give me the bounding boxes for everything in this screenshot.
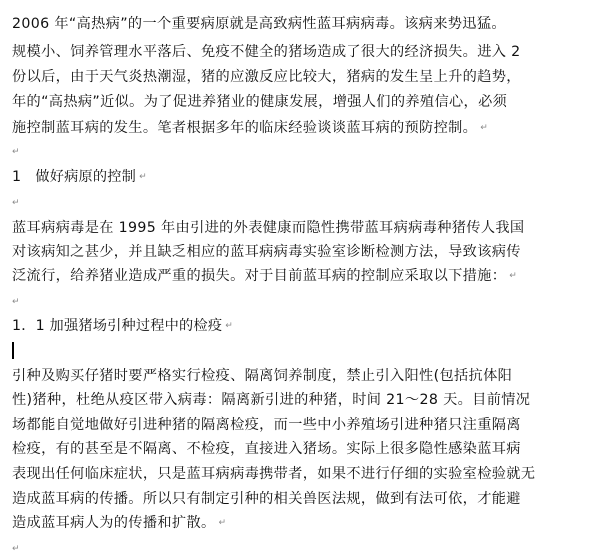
section-heading-text: 1 做好病原的控制: [12, 169, 137, 185]
body-line: [12, 266, 517, 288]
body-line: [12, 366, 512, 388]
body-line: [12, 464, 535, 486]
body-line-text: 场都能自觉地做好引进种猪的隔离检疫，而一些中小养殖场引进种猪只注重隔离: [12, 417, 521, 433]
intro-line: [12, 92, 507, 114]
body-line-text: 对该病知之甚少，并且缺乏相应的蓝耳病病毒实验室诊断检测方法，导致该病传: [12, 244, 521, 260]
intro-line: [12, 42, 521, 64]
body-line: [12, 415, 521, 437]
subsection-heading: [12, 316, 233, 338]
body-line: [12, 218, 524, 240]
paragraph-mark-icon: ↵: [480, 123, 489, 133]
intro-line: [12, 118, 488, 140]
paragraph-mark-icon: ↵: [225, 321, 233, 331]
subsection-heading-text: 1．1 加强猪场引种过程中的检疫: [12, 318, 223, 334]
paragraph-mark-icon: ↵: [12, 198, 20, 208]
text-cursor: [12, 342, 14, 359]
body-line: [12, 390, 530, 412]
intro-line-text: 份以后，由于天气炎热潮湿，猪的应激反应比较大，猪病的发生呈上升的趋势，: [12, 69, 521, 85]
paragraph-mark-icon: ↵: [12, 147, 20, 157]
intro-line-text: 2006 年“高热病”的一个重要病原就是高致病性蓝耳病病毒。该病来势迅猛。: [12, 16, 506, 32]
body-line-text: 引种及购买仔猪时要严格实行检疫、隔离饲养制度，禁止引入阳性(包括抗体阳: [12, 368, 513, 384]
body-line-text: 造成蓝耳病人为的传播和扩散。: [12, 515, 216, 531]
body-line: [12, 513, 226, 535]
body-line: [12, 242, 521, 264]
body-line-text: 蓝耳病病毒是在 1995 年由引进的外表健康而隐性携带蓝耳病病毒种猪传人我国: [12, 220, 525, 236]
body-line-text: 表现出任何临床症状，只是蓝耳病病毒携带者，如果不进行仔细的实验室检验就无: [12, 466, 536, 482]
body-line: [12, 489, 521, 511]
paragraph-mark-icon: ↵: [218, 518, 227, 528]
paragraph-mark-icon: ↵: [509, 271, 518, 281]
paragraph-mark-icon: ↵: [12, 544, 20, 554]
body-line-text: 检疫，有的甚至是不隔离、不检疫，直接进入猪场。实际上很多隐性感染蓝耳病: [12, 441, 521, 457]
section-heading: [12, 167, 147, 189]
paragraph-mark-icon: ↵: [12, 297, 20, 307]
intro-line-text: 规模小、饲养管理水平落后、免疫不健全的猪场造成了很大的经济损失。进入 2: [12, 44, 521, 60]
intro-line: [12, 14, 506, 36]
body-line-text: 造成蓝耳病的传播。所以只有制定引种的相关兽医法规，做到有法可依，才能避: [12, 491, 521, 507]
body-line-text: 性)猪种，杜绝从疫区带入病毒：隔离新引进的种猪，时间 21～28 天。目前情况: [12, 392, 531, 408]
intro-line-text: 年的“高热病”近似。为了促进养猪业的健康发展，增强人们的养殖信心，必须: [12, 94, 508, 110]
body-line: [12, 439, 521, 461]
intro-line-text: 施控制蓝耳病的发生。笔者根据多年的临床经验谈谈蓝耳病的预防控制。: [12, 120, 478, 136]
intro-line: [12, 67, 521, 89]
body-line-text: 泛流行，给养猪业造成严重的损失。对于目前蓝耳病的控制应采取以下措施：: [12, 268, 507, 284]
paragraph-mark-icon: ↵: [139, 172, 147, 182]
